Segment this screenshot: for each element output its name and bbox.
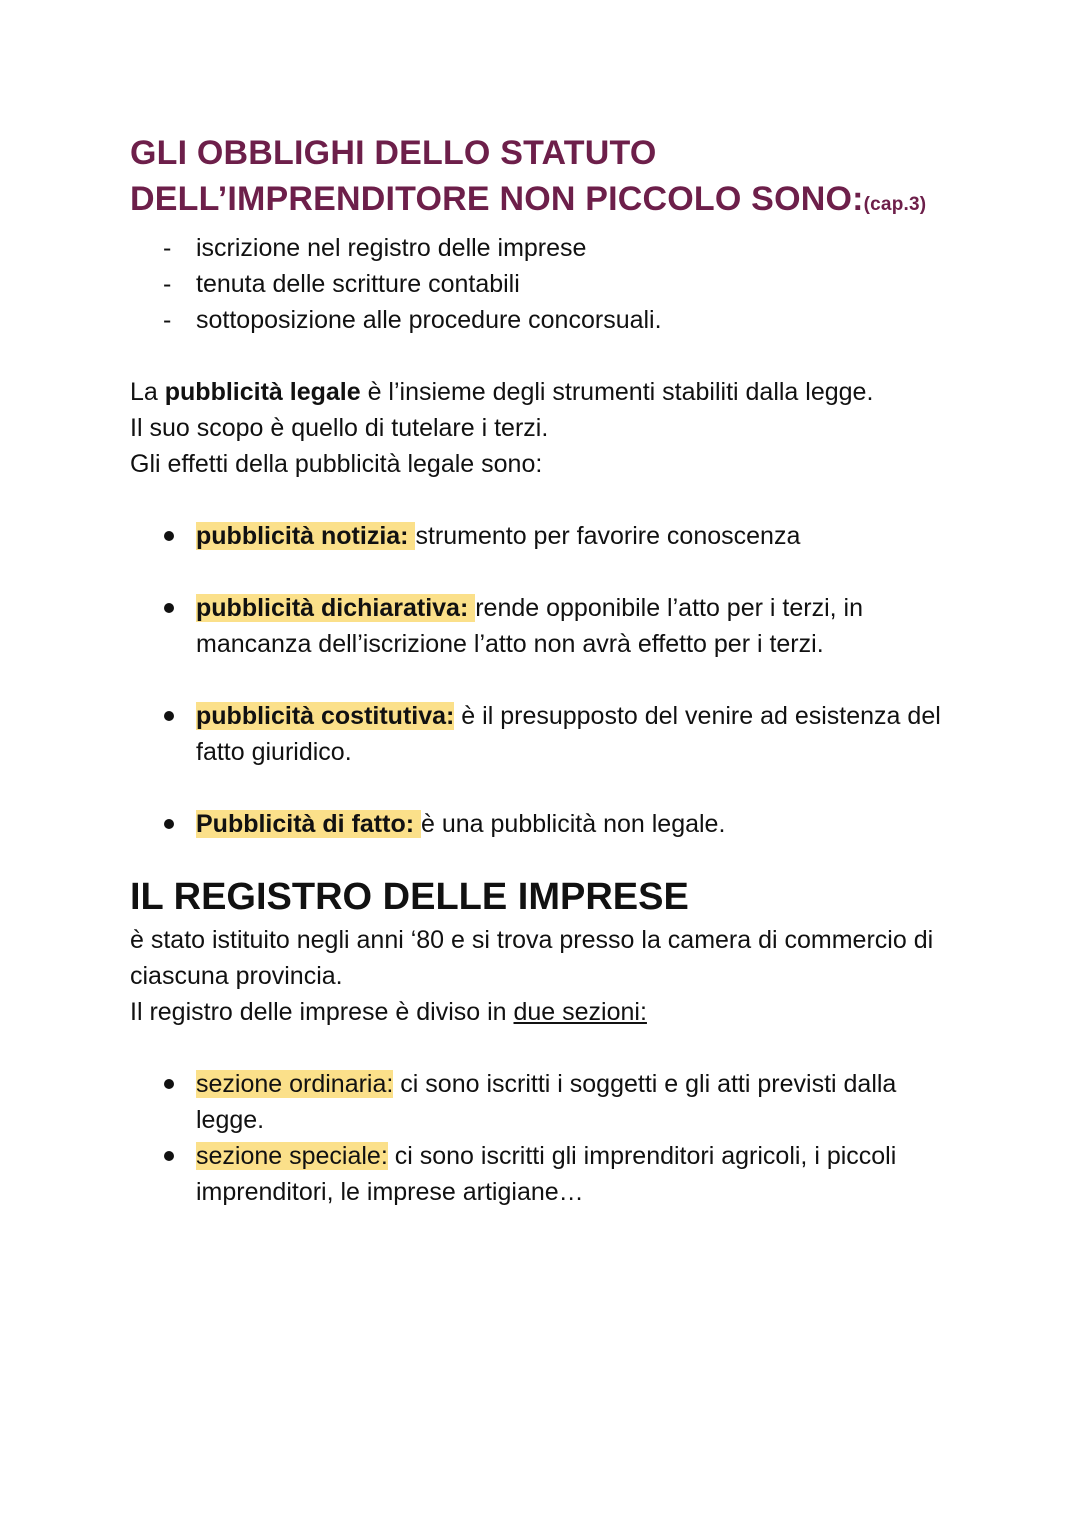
section1-title-note: (cap.3) <box>863 194 927 215</box>
intro-suffix: è l’insieme degli strumenti stabiliti dalla legge. <box>360 378 874 406</box>
effect-text: è una pubblicità non legale. <box>421 810 726 838</box>
list-item <box>130 1138 960 1210</box>
list-item <box>130 698 960 770</box>
intro-paragraph <box>130 374 960 482</box>
intro-bold-term: pubblicità legale <box>164 378 361 406</box>
section-text: ci sono iscritti i soggetti e gli atti previsti dalla legge. <box>196 1070 897 1134</box>
obligation-text: iscrizione nel registro delle imprese <box>196 234 587 262</box>
dash-marker: - <box>163 234 172 262</box>
list-item <box>130 806 960 842</box>
document-page <box>130 130 960 1210</box>
effect-term: pubblicità costitutiva: <box>196 702 455 730</box>
intro-line-2: Il suo scopo è quello di tutelare i terzi. <box>130 414 549 442</box>
list-item <box>130 1066 960 1138</box>
section1-title-line1: GLI OBBLIGHI DELLO STATUTO <box>130 134 657 172</box>
effects-list <box>130 518 960 842</box>
registro-line-1: è stato istituito negli anni ‘80 e si trova presso la camera di commercio di ciascuna provincia. <box>130 926 934 990</box>
bullet-icon <box>164 1151 174 1161</box>
effect-text: è il presupposto del venire ad esistenza del fatto giuridico. <box>196 702 941 766</box>
section-term: sezione speciale: <box>196 1142 388 1170</box>
registro-line-2-prefix: Il registro delle imprese è diviso in <box>130 998 514 1026</box>
effect-term: Pubblicità di fatto: <box>196 810 421 838</box>
bullet-icon <box>164 1079 174 1089</box>
obligation-text: tenuta delle scritture contabili <box>196 270 520 298</box>
obligations-list <box>130 230 960 338</box>
registro-line-2-underlined: due sezioni: <box>513 998 647 1026</box>
section2-title: IL REGISTRO DELLE IMPRESE <box>130 876 689 918</box>
bullet-icon <box>164 603 174 613</box>
sections-list <box>130 1066 960 1210</box>
dash-marker: - <box>163 270 172 298</box>
bullet-icon <box>164 531 174 541</box>
section1-title-line2: DELL’IMPRENDITORE NON PICCOLO SONO: <box>130 180 864 218</box>
dash-marker: - <box>163 306 172 334</box>
effect-text: strumento per favorire conoscenza <box>415 522 801 550</box>
effect-text: rende opponibile l’atto per i terzi, in mancanza dell’iscrizione l’atto non avrà effetto per i terzi. <box>196 594 863 658</box>
section-text: ci sono iscritti gli imprenditori agricoli, i piccoli imprenditori, le imprese artigiane… <box>196 1142 897 1206</box>
bullet-icon <box>164 819 174 829</box>
list-item <box>130 266 960 302</box>
intro-line-1 <box>130 374 960 410</box>
registro-paragraph <box>130 922 960 1030</box>
list-item <box>130 518 960 554</box>
bullet-icon <box>164 711 174 721</box>
section1-title <box>130 130 960 228</box>
list-item <box>130 302 960 338</box>
intro-prefix: La <box>130 378 165 406</box>
effect-term: pubblicità dichiarativa: <box>196 594 476 622</box>
obligation-text: sottoposizione alle procedure concorsuali. <box>196 306 662 334</box>
section-term: sezione ordinaria: <box>196 1070 394 1098</box>
effect-term: pubblicità notizia: <box>196 522 416 550</box>
list-item <box>130 590 960 662</box>
intro-line-3: Gli effetti della pubblicità legale sono: <box>130 450 543 478</box>
list-item <box>130 230 960 266</box>
registro-line-2 <box>130 994 960 1030</box>
